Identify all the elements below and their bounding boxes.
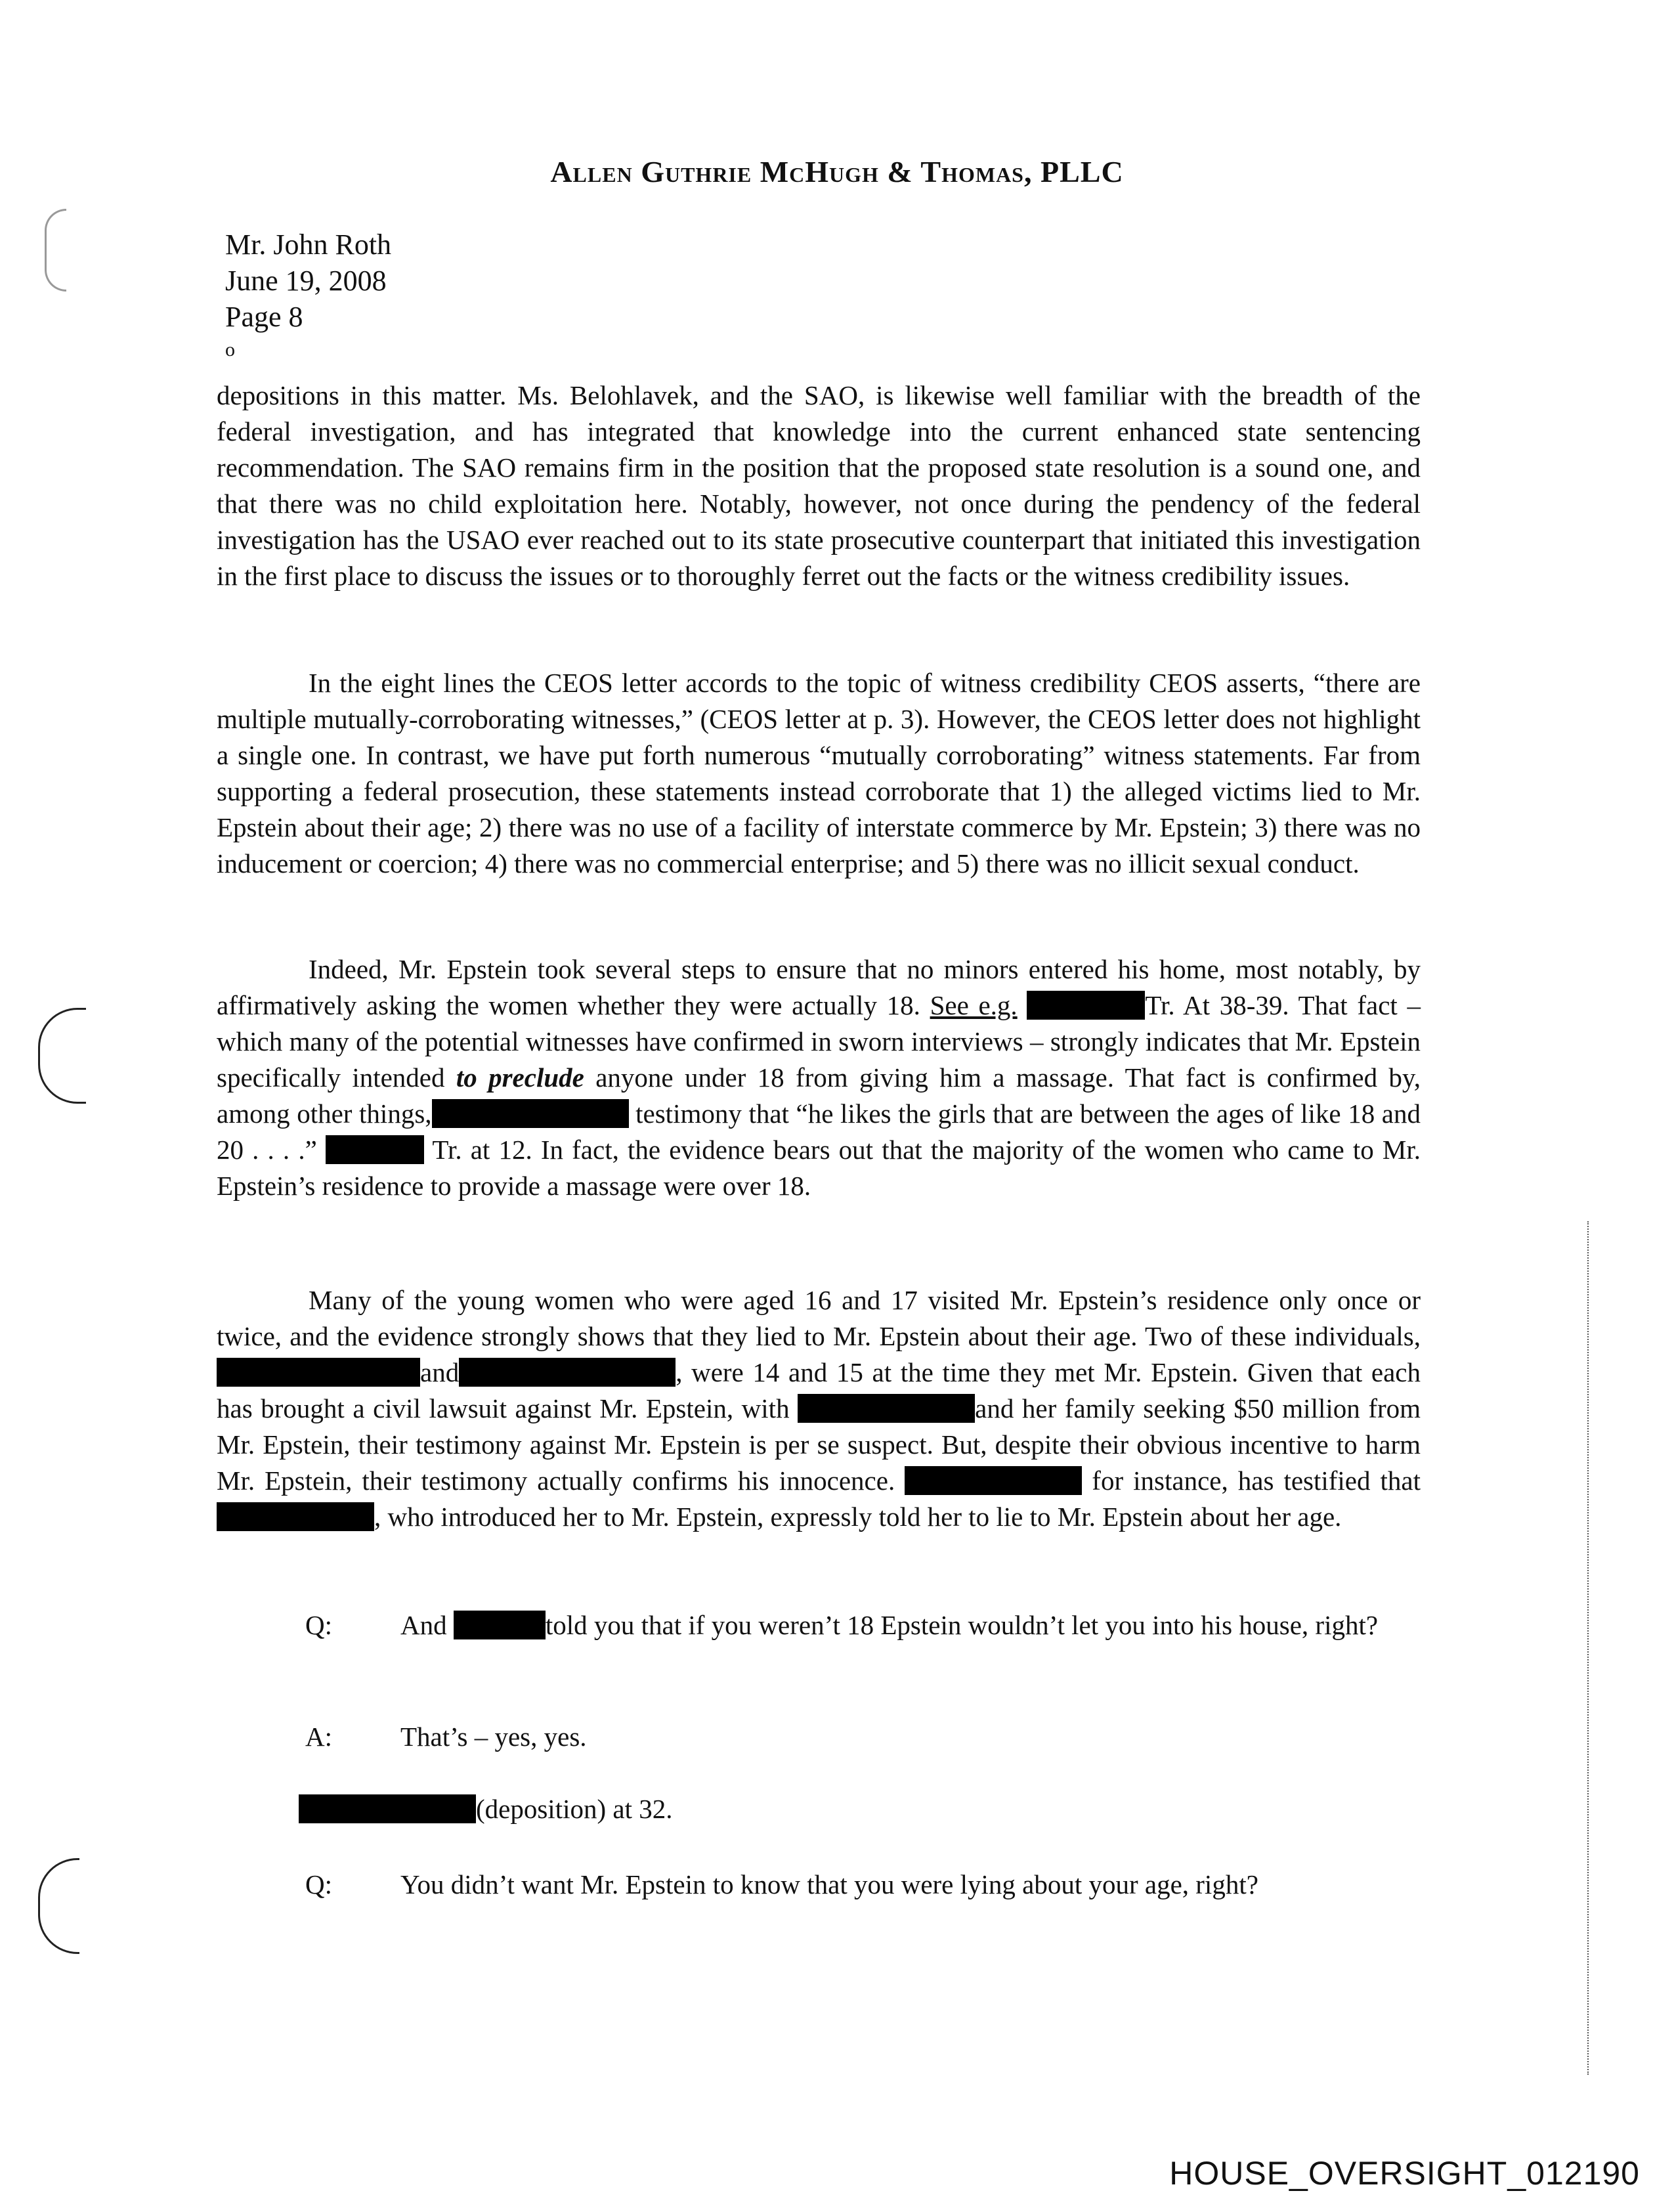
- redaction-block: [905, 1466, 1082, 1495]
- emphasis-to-preclude: to preclude: [456, 1062, 584, 1093]
- p3-text-e: Tr. at 12. In fact, the evidence bears out that the majority of the women who came to Mr. Epstein’s residence to provide a massage were over 18.: [217, 1135, 1421, 1201]
- recipient: Mr. John Roth: [225, 228, 392, 261]
- q1-text: [400, 1607, 1425, 1643]
- stray-mark: o: [225, 339, 235, 360]
- letter-date: June 19, 2008: [225, 265, 387, 297]
- redaction-block: [432, 1099, 629, 1128]
- deposition-citation: [299, 1791, 672, 1827]
- see-eg: See e.g.: [930, 990, 1018, 1020]
- redaction-block: [326, 1135, 424, 1164]
- paragraph-1: depositions in this matter. Ms. Belohlavek, and the SAO, is likewise well familiar with the breadth of the federal investigation, and has integrated that knowledge into the current enhanced state sentencing recommendation. The SAO remains firm in the position that the proposed state resolution is a sound one, and that there was no child exploitation here. Notably, however, not once during the pendency of the federal investigation has the USAO ever reached out to its state prosecutive counterpart that initiated this investigation in the first place to discuss the issues or to thoroughly ferret out the facts or the witness credibility issues.: [217, 380, 1421, 591]
- a1-text: That’s – yes, yes.: [400, 1722, 587, 1752]
- paragraph-2: In the eight lines the CEOS letter accords to the topic of witness credibility CEOS asserts, “there are multiple mutually-corroborating witnesses,” (CEOS letter at p. 3). However, the CEOS letter does not highlight a single one. In contrast, we have put forth numerous “mutually corroborating” witness statements. Far from supporting a federal prosecution, these statements instead corroborate that 1) the alleged victims lied to Mr. Epstein about their age; 2) there was no use of a facility of interstate commerce by Mr. Epstein; 3) there was no inducement or coercion; 4) there was no commercial enterprise; and 5) there was no illicit sexual conduct.: [217, 668, 1421, 878]
- a1-label: A:: [305, 1722, 332, 1752]
- paragraph-3: [217, 951, 1421, 1204]
- bates-number: HOUSE_OVERSIGHT_012190: [1169, 2155, 1640, 2192]
- redaction-block: [217, 1358, 420, 1387]
- q1-label: Q:: [305, 1610, 332, 1640]
- redaction-block: [798, 1394, 975, 1423]
- scan-artifact: [45, 209, 66, 292]
- p4-text-b: , were 14 and 15 at the time they met Mr. Epstein. Given that each has brought a civil lawsuit against Mr. Epstein, with: [217, 1357, 1421, 1423]
- scan-artifact: [1587, 1221, 1589, 2075]
- redaction-block: [217, 1502, 374, 1531]
- paragraph-4: [217, 1282, 1421, 1535]
- p4-and: and: [420, 1357, 460, 1387]
- p4-text-a: Many of the young women who were aged 16 and 17 visited Mr. Epstein’s residence only once or twice, and the evidence strongly shows that they lied to Mr. Epstein about their age. Two of these individuals,: [217, 1285, 1421, 1351]
- letterhead: Allen Guthrie McHugh & Thomas, PLLC: [550, 155, 1124, 188]
- q2-text: You didn’t want Mr. Epstein to know that you were lying about your age, right?: [400, 1869, 1258, 1899]
- p3-text-a: Indeed, Mr. Epstein took several steps to ensure that no minors entered his home, most notably, by affirmatively asking the women whether they were actually 18.: [217, 954, 1421, 1020]
- scan-artifact: [38, 1858, 79, 1954]
- redaction-block: [459, 1358, 676, 1387]
- p3-text-d: testimony that “he likes the girls that are between the ages of like 18 and 20 . . . .”: [217, 1098, 1421, 1165]
- page-number: Page 8: [225, 301, 303, 333]
- redaction-block: [299, 1794, 476, 1823]
- p4-text-c: and her family seeking $50 million from Mr. Epstein, their testimony against Mr. Epstein is per se suspect. But, despite their obvious incentive to harm Mr. Epstein, their testimony actually confirms his innocence.: [217, 1393, 1421, 1496]
- p4-text-e: , who introduced her to Mr. Epstein, expressly told her to lie to Mr. Epstein about her age.: [374, 1502, 1342, 1532]
- scan-artifact: [38, 1008, 86, 1104]
- q1-text-b: told you that if you weren’t 18 Epstein wouldn’t let you into his house, right?: [545, 1610, 1379, 1640]
- p3-text-b: Tr. At 38-39. That fact – which many of the potential witnesses have confirmed in sworn interviews – strongly indicates that Mr. Epstein specifically intended: [217, 990, 1421, 1093]
- p3-text-c: anyone under 18 from giving him a massage. That fact is confirmed by, among other things,: [217, 1062, 1421, 1129]
- p4-text-d: for instance, has testified that: [1092, 1465, 1421, 1496]
- redaction-block: [454, 1611, 546, 1639]
- citation-text: (deposition) at 32.: [476, 1794, 673, 1824]
- q2-label: Q:: [305, 1869, 332, 1899]
- redaction-block: [1027, 991, 1145, 1020]
- q1-text-a: And: [400, 1610, 447, 1640]
